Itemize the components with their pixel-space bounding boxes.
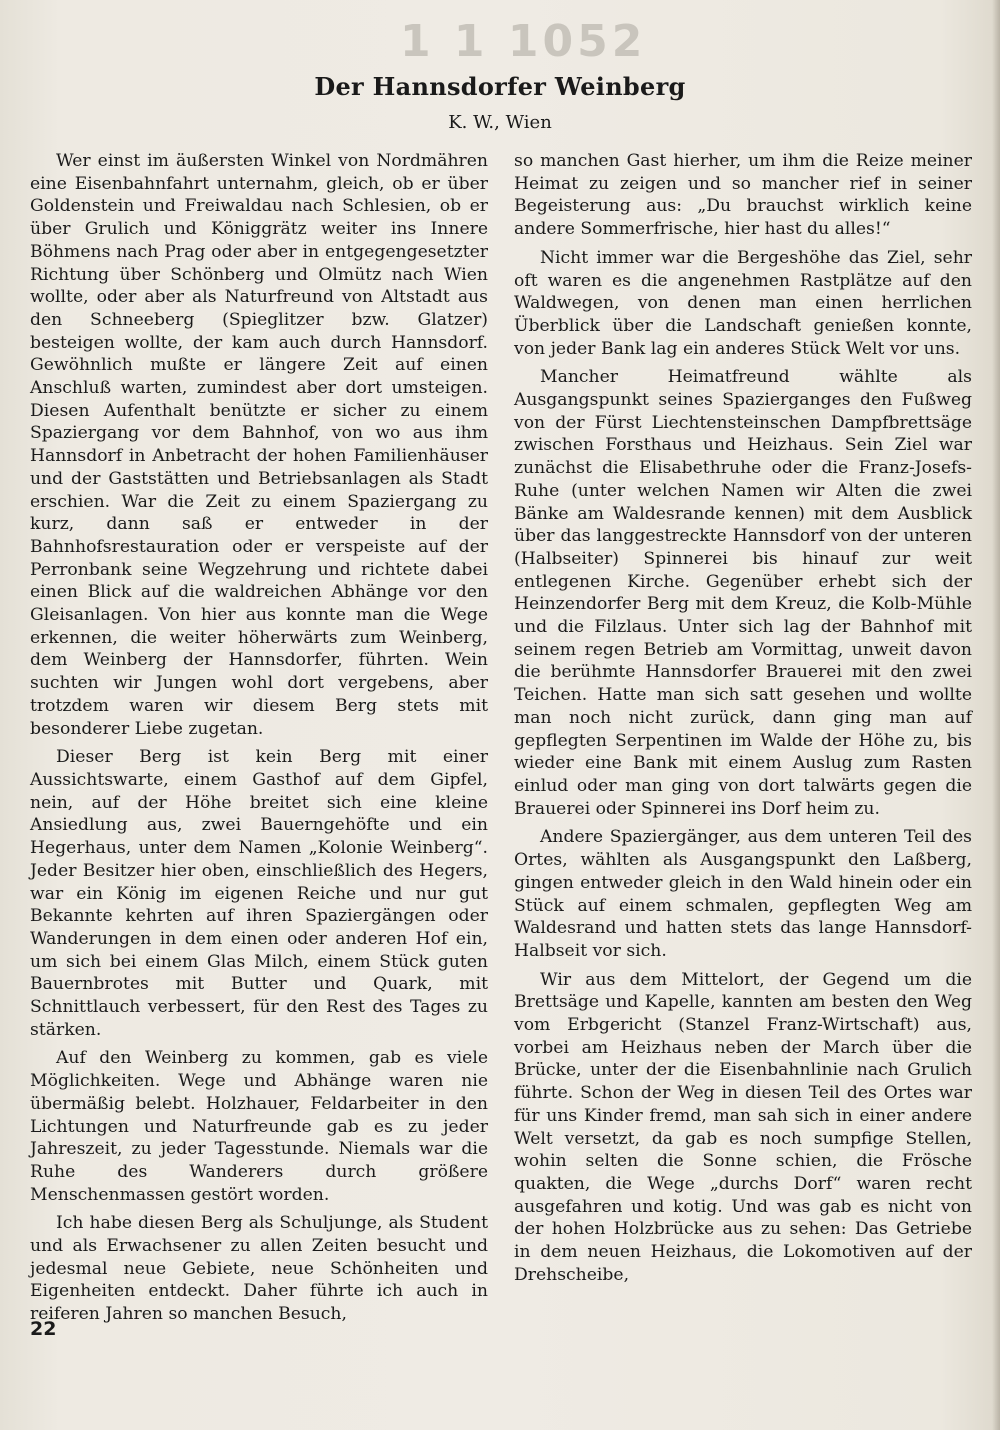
article-title: Der Hannsdorfer Weinberg [314,72,686,101]
page-edge-shadow [992,0,1000,1430]
scan-stamp: 1 1 1052 [400,16,647,67]
right-column [514,150,972,1286]
paragraph: Nicht immer war die Bergeshöhe das Ziel, sehr oft waren es die angenehmen Rastplätze auf den Waldwegen, von denen man einen herrlichen Überblick über die Landschaft genießen konnte, von jeder Bank lag ein anderes Stück Welt vor uns. [514,247,972,359]
article-author: K. W., Wien [448,112,552,133]
paragraph: Auf den Weinberg zu kommen, gab es viele Möglichkeiten. Wege und Abhänge waren nie übermäßig belebt. Holzhauer, Feldarbeiter in den Lichtungen und Naturfreunde gab es zu jeder Jahreszeit, zu jeder Tagesstunde. Niemals war die Ruhe des Wanderers durch größere Menschenmassen gestört worden. [30,1048,488,1205]
paragraph: Mancher Heimatfreund wählte als Ausgangspunkt seines Spazierganges den Fußweg von der Fürst Liechtensteinschen Dampfbrettsäge zwischen Forsthaus und Heizhaus. Sein Ziel war zunächst die Elisabethruhe oder die Franz-Josefs-Ruhe (unter welchen Namen wir Alten die zwei Bänke am Waldesrande kennen) mit dem Ausblick über das langgestreckte Hannsdorf von der unteren (Halbseiter) Spinnerei bis hinauf zur weit entlegenen Kirche. Gegenüber erhebt sich der Heinzendorfer Berg mit dem Kreuz, die Kolb-Mühle und die Filzlaus. Unter sich lag der Bahnhof mit seinem regen Betrieb am Vormittag, unweit davon die berühmte Hannsdorfer Brauerei mit den zwei Teichen. Hatte man sich satt gesehen und wollte man noch nicht zurück, dann ging man auf gepflegten Serpentinen im Walde der Höhe zu, bis wieder eine Bank mit einem Auslug zum Rasten einlud oder man ging von dort talwärts gegen die Brauerei oder Spinnerei ins Dorf heim zu. [514,367,972,819]
paragraph: Andere Spaziergänger, aus dem unteren Teil des Ortes, wählten als Ausgangspunkt den Laßberg, gingen entweder gleich in den Wald hinein oder ein Stück auf einem schmalen, gepflegten Weg am Waldesrand und hatten stets das lange Hannsdorf-Halbseit vor sich. [514,827,972,961]
paragraph: Dieser Berg ist kein Berg mit einer Aussichtswarte, einem Gasthof auf dem Gipfel, nein, auf der Höhe breitet sich eine kleine Ansiedlung aus, zwei Bauerngehöfte und ein Hegerhaus, unter dem Namen „Kolonie Weinberg“. Jeder Besitzer hier oben, einschließlich des Hegers, war ein König im eigenen Reiche und nur gut Bekannte kehrten auf ihren Spaziergängen oder Wanderungen in dem einen oder anderen Hof ein, um sich bei einem Glas Milch, einem Stück guten Bauernbrotes mit Butter und Quark, mit Schnittlauch verbessert, für den Rest des Tages zu stärken. [30,747,488,1040]
page-number: 22 [30,1318,57,1340]
paragraph: Ich habe diesen Berg als Schuljunge, als Student und als Erwachsener zu allen Zeiten besucht und jedesmal neue Gebiete, neue Schönheiten und Eigenheiten entdeckt. Daher führte ich auch in reiferen Jahren so manchen Besuch, [30,1213,488,1325]
paragraph: Wer einst im äußersten Winkel von Nordmähren eine Eisenbahnfahrt unternahm, gleich, ob er über Goldenstein und Freiwaldau nach Schlesien, ob er über Grulich und Königgrätz weiter ins Innere Böhmens nach Prag oder aber in entgegengesetzter Richtung über Schönberg und Olmütz nach Wien wollte, oder aber als Naturfreund von Altstadt aus den Schneeberg (Spieglitzer bzw. Glatzer) besteigen wollte, der kam auch durch Hannsdorf. Gewöhnlich mußte er längere Zeit auf einen Anschluß warten, zumindest aber dort umsteigen. Diesen Aufenthalt benützte er sicher zu einem Spaziergang vor dem Bahnhof, von wo aus ihm Hannsdorf in Anbetracht der hohen Familienhäuser und der Gaststätten und Betriebsanlagen als Stadt erschien. War die Zeit zu einem Spaziergang zu kurz, dann saß er entweder in der Bahnhofsrestauration oder er verspeiste auf der Perronbank seine Wegzehrung und richtete dabei einen Blick auf die waldreichen Abhänge vor den Gleisanlagen. Von hier aus konnte man die Wege erkennen, die weiter höherwärts zum Weinberg, dem Weinberg der Hannsdorfer, führten. Wein suchten wir Jungen wohl dort vergebens, aber trotzdem waren wir diesem Berg stets mit besonderer Liebe zugetan. [30,151,488,739]
left-column [30,150,488,1326]
paragraph: so manchen Gast hierher, um ihm die Reize meiner Heimat zu zeigen und so mancher rief in seiner Begeisterung aus: „Du brauchst wirklich keine andere Sommerfrische, hier hast du alles!“ [514,151,972,240]
paragraph: Wir aus dem Mittelort, der Gegend um die Brettsäge und Kapelle, kannten am besten den Weg vom Erbgericht (Stanzel Franz-Wirtschaft) aus, vorbei am Heizhaus neben der March über die Brücke, unter der die Eisenbahnlinie nach Grulich führte. Schon der Weg in diesen Teil des Ortes war für uns Kinder fremd, man sah sich in einer andere Welt versetzt, da gab es noch sumpfige Stellen, wohin selten die Sonne schien, die Frösche quakten, die Wege „durchs Dorf“ waren recht ausgefahren und kotig. Und was gab es nicht von der hohen Holzbrücke aus zu sehen: Das Getriebe in dem neuen Heizhaus, die Lokomotiven auf der Drehscheibe, [514,969,972,1285]
